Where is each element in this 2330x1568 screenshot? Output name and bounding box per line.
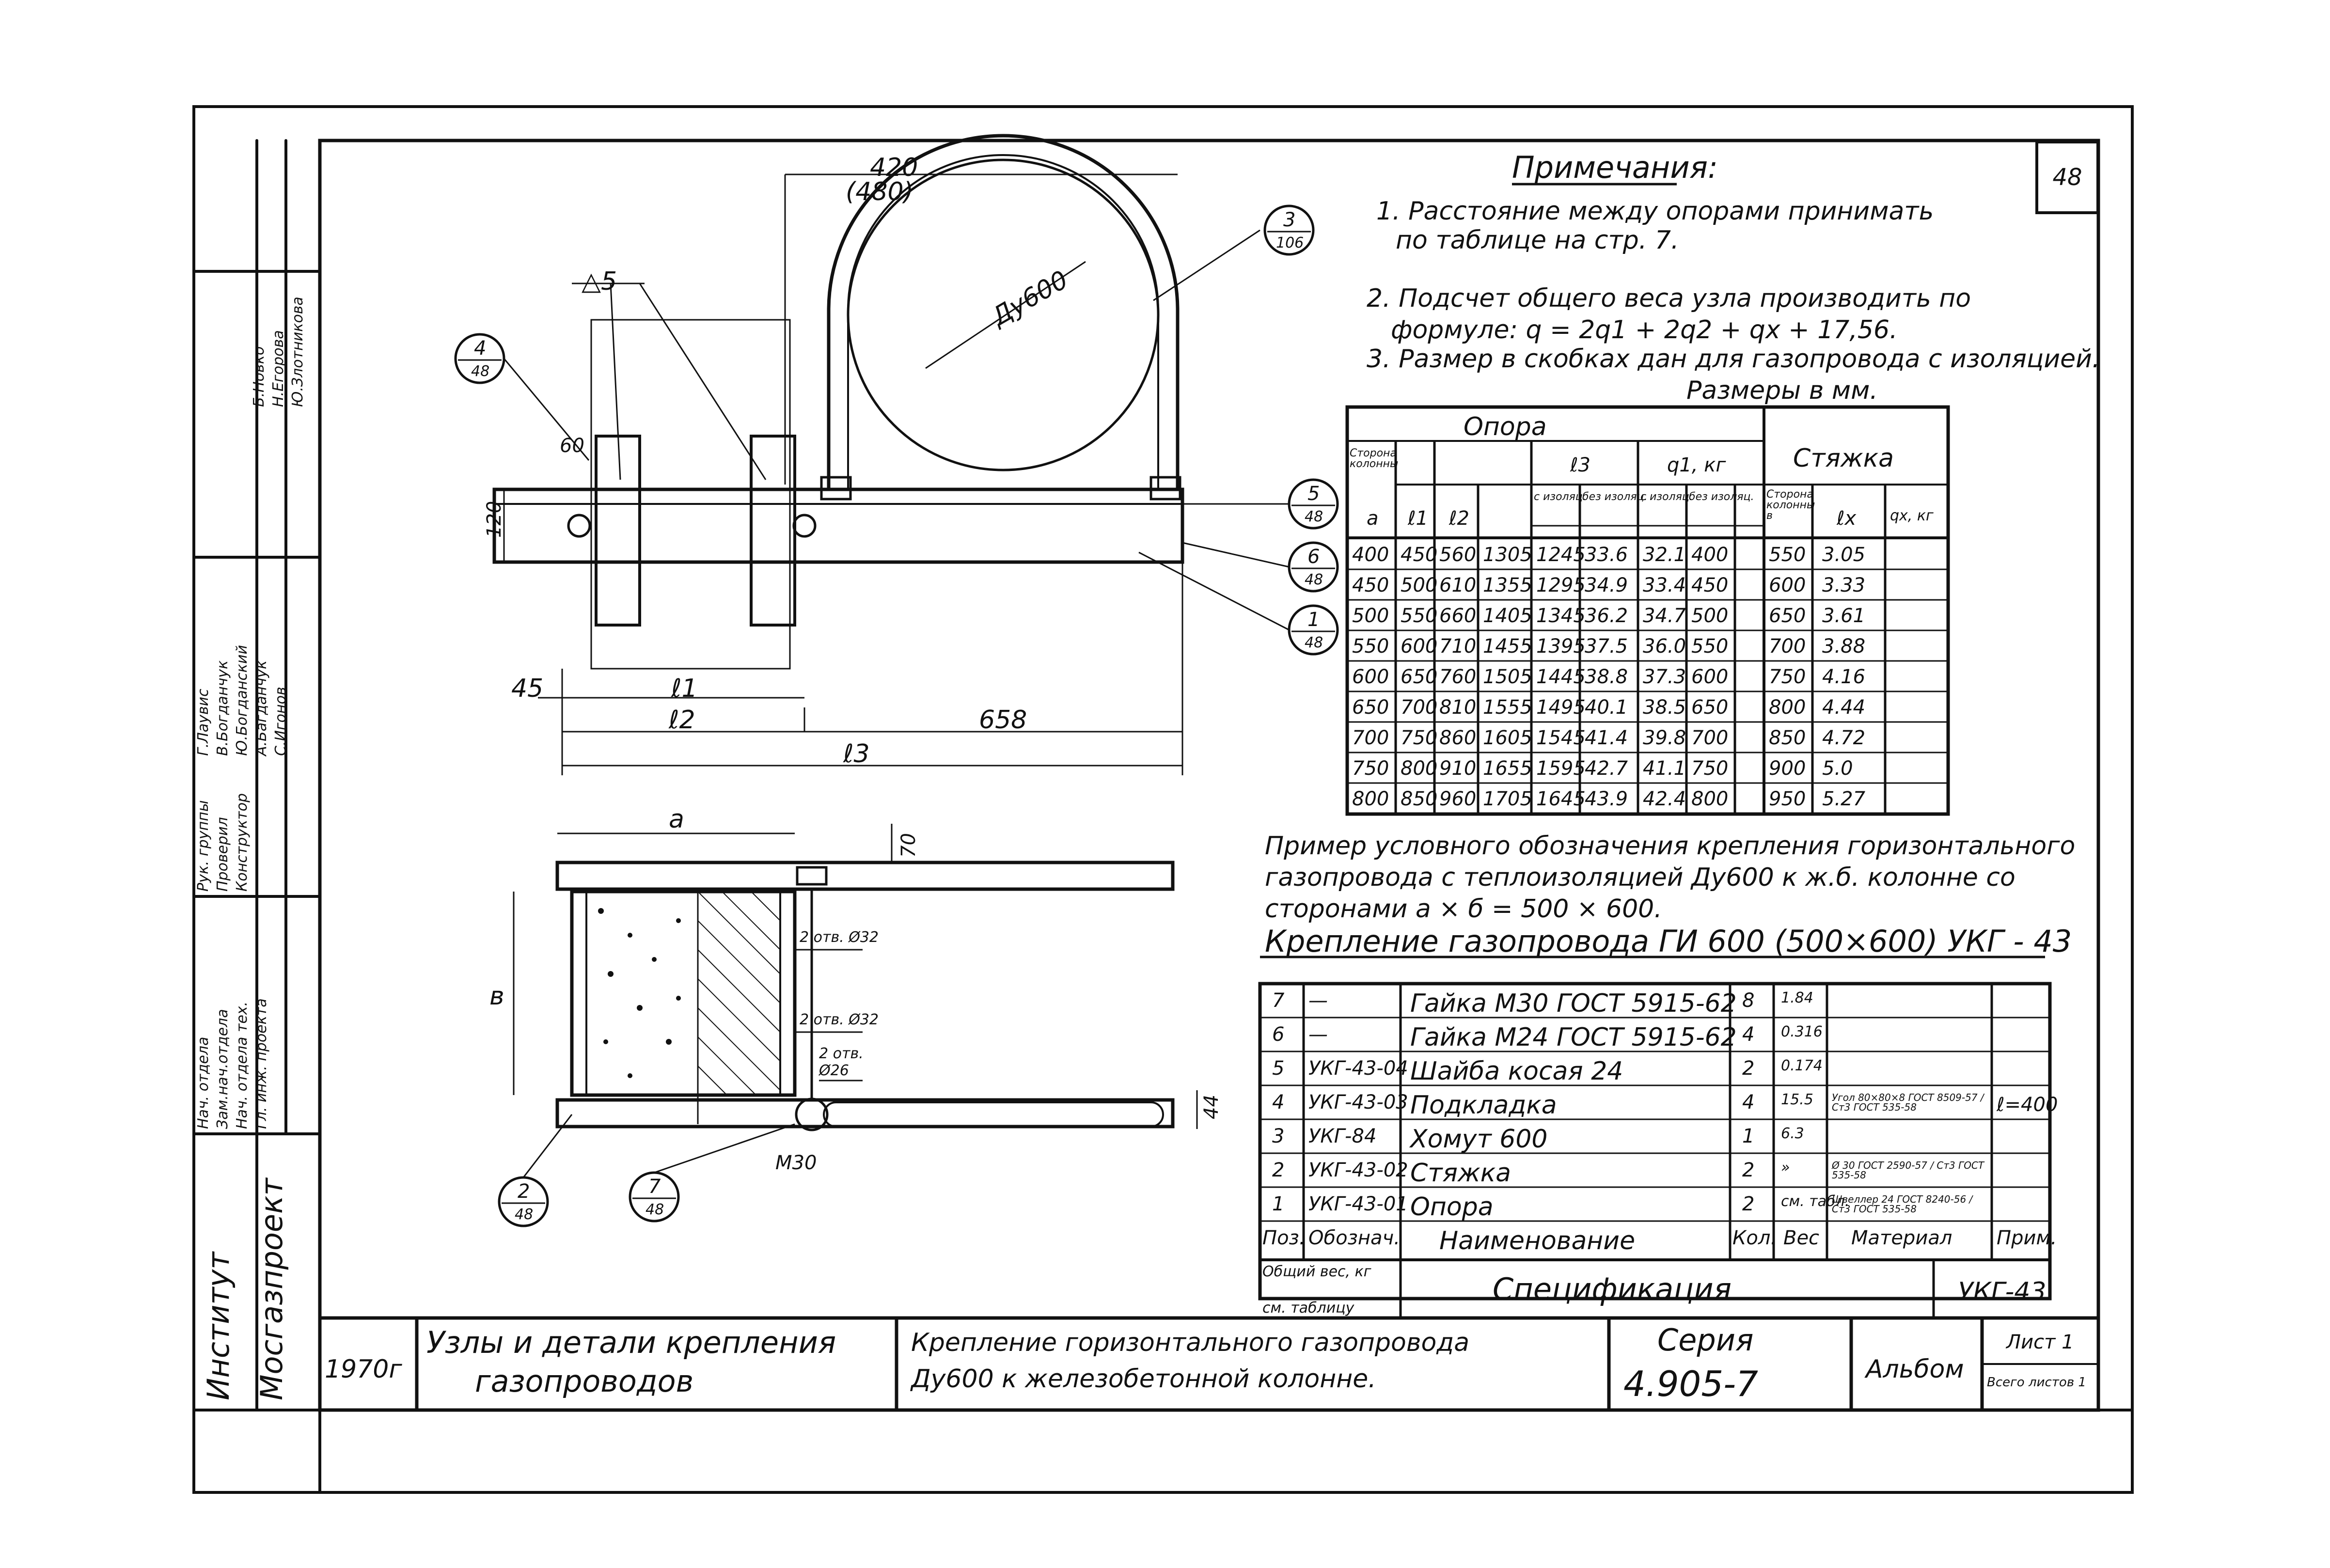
callout-3: 3	[1283, 209, 1296, 231]
spec-cell-material: Ø 30 ГОСТ 2590-57 / Ст3 ГОСТ 535-58	[1832, 1160, 1984, 1181]
dims-cell: 800	[1691, 788, 1729, 810]
dims-cell: 1445	[1536, 666, 1586, 688]
dims-cell: 400	[1352, 544, 1389, 566]
note-line-2: по таблице на стр. 7.	[1396, 226, 1679, 255]
dims-cell: 700	[1401, 696, 1438, 719]
example-line-1: Пример условного обозначения крепления горизонтального	[1265, 831, 2076, 861]
spec-cell-material: Швеллер 24 ГОСТ 8240-56 / Ст3 ГОСТ 535-58	[1832, 1193, 1973, 1215]
album-label: Альбом	[1866, 1355, 1964, 1384]
callout-2: 2	[518, 1180, 530, 1203]
spec-cell-pos: 2	[1272, 1159, 1285, 1181]
example-line-3: сторонами a × б = 500 × 600.	[1265, 894, 1662, 924]
sheet-title-2: Ду600 к железобетонной колонне.	[911, 1364, 1376, 1394]
dims-cell: 450	[1691, 574, 1729, 596]
dims-cell: 5.27	[1822, 788, 1866, 810]
notes-units: Размеры в мм.	[1686, 376, 1878, 405]
dims-cell: 1595	[1536, 757, 1586, 780]
callout-7: 7	[648, 1176, 661, 1198]
spec-cell-pos: 7	[1272, 989, 1285, 1012]
stamp-name-8: Ю.Злотникова	[289, 297, 306, 407]
spec-cell-weight: 6.3	[1781, 1125, 1804, 1142]
dims-cell: 810	[1439, 696, 1477, 719]
spec-cell-code: УКГ-84	[1308, 1125, 1377, 1147]
sheet-title-1: Крепление горизонтального газопровода	[911, 1328, 1470, 1357]
spec-note-row4: ℓ=400	[1997, 1094, 2058, 1116]
dim-420: 420	[870, 153, 918, 182]
dims-cell: 1705	[1483, 788, 1532, 810]
dims-cell: 1405	[1483, 605, 1532, 627]
dims-cell: 38.8	[1585, 666, 1628, 688]
dims-cell: 42.7	[1585, 757, 1628, 780]
spec-cell-weight: 15.5	[1781, 1091, 1813, 1108]
dims-cell: 1645	[1536, 788, 1586, 810]
dims-cell: 40.1	[1585, 696, 1628, 719]
spec-cell-name: Шайба косая 24	[1410, 1057, 1623, 1086]
spec-header-name: Наименование	[1439, 1226, 1636, 1255]
dim-l1: ℓ1	[671, 674, 698, 703]
dims-cell: 550	[1352, 635, 1389, 658]
spec-title: Спецификация	[1493, 1271, 1732, 1307]
callout-6-sheet: 48	[1305, 571, 1323, 588]
dims-cell: 1305	[1483, 544, 1532, 566]
dims-cell: 34.9	[1585, 574, 1628, 596]
spec-cell-pos: 5	[1272, 1057, 1285, 1080]
dims-cell: 43.9	[1585, 788, 1628, 810]
dims-cell: 1505	[1483, 666, 1532, 688]
spec-header-note: Прим.	[1997, 1227, 2057, 1249]
dims-cell: 36.0	[1643, 635, 1686, 658]
callout-7-sheet: 48	[645, 1201, 664, 1218]
dims-cell: 39.8	[1643, 727, 1686, 749]
spec-cell-code: —	[1308, 989, 1328, 1012]
dims-cell: 750	[1769, 666, 1806, 688]
dims-cell: 1345	[1536, 605, 1586, 627]
dims-cell: 1555	[1483, 696, 1532, 719]
dims-cell: 650	[1691, 696, 1729, 719]
hole-26-dia: Ø26	[819, 1062, 849, 1079]
title-year: 1970г	[325, 1355, 402, 1384]
callout-1: 1	[1307, 609, 1320, 631]
dims-cell: 850	[1401, 788, 1438, 810]
dims-cell: 1355	[1483, 574, 1532, 596]
stamp-role-5: Рук. группы	[195, 800, 212, 892]
spec-header-pos: Поз.	[1262, 1227, 1306, 1249]
spec-cell-pos: 6	[1272, 1023, 1285, 1046]
stamp-name-2: В.Богданчук	[214, 660, 231, 756]
dims-cell: 450	[1401, 544, 1438, 566]
spec-cell-name: Гайка М30 ГОСТ 5915-62	[1410, 989, 1737, 1018]
dims-cell: 38.5	[1643, 696, 1686, 719]
dims-cell: 1495	[1536, 696, 1586, 719]
dims-cell: 500	[1352, 605, 1389, 627]
dims-cell: 710	[1439, 635, 1477, 658]
spec-header-weight: Вес	[1783, 1227, 1820, 1249]
dims-cell: 37.5	[1585, 635, 1628, 658]
dims-cell: 3.88	[1822, 635, 1866, 658]
stamp-role-4: Гл. инж. проекта	[253, 998, 270, 1129]
spec-cell-name: Хомут 600	[1410, 1125, 1548, 1154]
dims-cell: 700	[1769, 635, 1806, 658]
callout-4-sheet: 48	[471, 363, 490, 380]
dims-cell: 550	[1769, 544, 1806, 566]
spec-cell-qty: 8	[1742, 989, 1755, 1012]
dim-70: 70	[897, 833, 920, 858]
table-col-l1: ℓ1	[1408, 507, 1428, 530]
callout-4: 4	[474, 337, 487, 360]
series-label: Серия	[1657, 1322, 1754, 1358]
dims-cell: 3.61	[1822, 605, 1866, 627]
institute-line-2: Мосгазпроект	[254, 1178, 289, 1400]
dims-cell: 1245	[1536, 544, 1586, 566]
dim-b: в	[489, 982, 504, 1011]
dims-cell: 4.16	[1822, 666, 1866, 688]
callout-6: 6	[1307, 546, 1320, 568]
spec-cell-weight: см. табл.	[1781, 1193, 1850, 1210]
spec-code: УКГ-43	[1958, 1277, 2047, 1306]
table-col-l3-with: с изоляц.	[1534, 491, 1586, 503]
stamp-name-7: Н.Егорова	[270, 330, 287, 407]
dims-cell: 760	[1439, 666, 1477, 688]
dims-cell: 860	[1439, 727, 1477, 749]
institute-line-1: Институт	[201, 1252, 236, 1400]
dims-cell: 600	[1691, 666, 1729, 688]
dims-cell: 42.4	[1643, 788, 1686, 810]
bolt-m30: М30	[775, 1152, 817, 1174]
dims-cell: 33.4	[1643, 574, 1686, 596]
spec-cell-qty: 2	[1742, 1159, 1755, 1181]
example-line-2: газопровода с теплоизоляцией Ду600 к ж.б. колонне со	[1265, 863, 2015, 892]
dims-cell: 4.44	[1822, 696, 1866, 719]
dims-cell: 41.4	[1585, 727, 1628, 749]
table-sub-q: q1, кг	[1667, 454, 1726, 476]
spec-cell-name: Гайка М24 ГОСТ 5915-62	[1410, 1023, 1737, 1052]
dims-cell: 600	[1401, 635, 1438, 658]
dims-cell: 650	[1352, 696, 1389, 719]
stamp-role-1: Нач. отдела	[195, 1036, 212, 1129]
table-col-b: Сторона колонны в	[1766, 488, 1815, 522]
dims-cell: 650	[1401, 666, 1438, 688]
sheets-total: Всего листов 1	[1987, 1375, 2086, 1390]
dims-cell: 800	[1401, 757, 1438, 780]
callout-5-sheet: 48	[1305, 508, 1323, 525]
dims-cell: 600	[1352, 666, 1389, 688]
spec-cell-code: УКГ-43-02	[1308, 1159, 1408, 1181]
dims-cell: 4.72	[1822, 727, 1866, 749]
weld-symbol: △5	[582, 267, 617, 296]
note-line-3: 2. Подсчет общего веса узла производить по	[1367, 284, 1971, 313]
note-line-5: 3. Размер в скобках дан для газопровода с изоляцией.	[1367, 345, 2100, 374]
spec-cell-pos: 4	[1272, 1091, 1285, 1113]
dims-cell: 550	[1691, 635, 1729, 658]
table-group-opora: Опора	[1464, 412, 1547, 441]
dim-l2: ℓ2	[669, 706, 695, 735]
spec-cell-weight: 0.316	[1781, 1023, 1823, 1040]
stamp-name-4: А.Багданчук	[253, 660, 270, 756]
callout-2-sheet: 48	[515, 1206, 534, 1223]
callout-5: 5	[1307, 483, 1320, 505]
dims-cell: 950	[1769, 788, 1806, 810]
spec-cell-qty: 2	[1742, 1057, 1755, 1080]
spec-cell-pos: 3	[1272, 1125, 1285, 1147]
table-group-styazhka: Стяжка	[1793, 444, 1894, 473]
table-col-qx: qх, кг	[1890, 507, 1934, 524]
spec-cell-qty: 2	[1742, 1193, 1755, 1215]
stamp-name-5: С.Игонов	[272, 687, 289, 756]
dims-cell: 3.05	[1822, 544, 1866, 566]
table-col-l2: ℓ2	[1449, 507, 1469, 530]
spec-cell-material: Угол 80×80×8 ГОСТ 8509-57 / Ст3 ГОСТ 535-58	[1832, 1092, 1984, 1113]
dims-cell: 550	[1401, 605, 1438, 627]
stamp-role-3: Нач. отдела тех.	[234, 1001, 251, 1129]
stamp-name-6: Б.Новко	[251, 346, 268, 407]
dims-cell: 450	[1352, 574, 1389, 596]
spec-cell-name: Стяжка	[1410, 1159, 1511, 1188]
spec-cell-qty: 1	[1742, 1125, 1755, 1147]
spec-cell-code: УКГ-43-01	[1308, 1193, 1408, 1215]
dims-cell: 560	[1439, 544, 1477, 566]
dims-cell: 850	[1769, 727, 1806, 749]
note-line-4: формуле: q = 2q1 + 2q2 + qx + 17,56.	[1391, 315, 1898, 345]
dims-cell: 750	[1401, 727, 1438, 749]
dims-cell: 3.33	[1822, 574, 1866, 596]
dim-120: 120	[483, 501, 505, 538]
spec-header-material: Материал	[1851, 1227, 1952, 1249]
album-title-2: газопроводов	[475, 1364, 694, 1399]
table-col-a: a	[1367, 507, 1379, 530]
dims-cell: 1545	[1536, 727, 1586, 749]
spec-cell-weight: 1.84	[1781, 989, 1813, 1006]
dims-cell: 900	[1769, 757, 1806, 780]
dims-cell: 800	[1352, 788, 1389, 810]
dims-cell: 32.1	[1643, 544, 1686, 566]
table-col-side: Сторона колонны	[1350, 447, 1399, 470]
spec-cell-qty: 4	[1742, 1091, 1755, 1113]
dims-cell: 1395	[1536, 635, 1586, 658]
dims-cell: 700	[1352, 727, 1389, 749]
spec-cell-pos: 1	[1272, 1193, 1285, 1215]
dims-cell: 650	[1769, 605, 1806, 627]
dims-cell: 910	[1439, 757, 1477, 780]
dim-a: a	[669, 805, 684, 834]
stamp-name-1: Г.Лаувис	[195, 689, 212, 756]
stamp-role-6: Проверил	[214, 817, 231, 892]
spec-total-weight: Общий вес, кг	[1262, 1263, 1371, 1280]
dim-658: 658	[979, 706, 1027, 735]
dims-cell: 37.3	[1643, 666, 1686, 688]
dims-cell: 41.1	[1643, 757, 1686, 780]
dim-l3: ℓ3	[843, 739, 870, 768]
table-col-lx: ℓх	[1837, 507, 1857, 530]
hole-32-bottom: 2 отв. Ø32	[800, 1011, 879, 1028]
dims-cell: 500	[1691, 605, 1729, 627]
dims-cell: 750	[1352, 757, 1389, 780]
stamp-name-3: Ю.Богданский	[234, 645, 251, 756]
dims-cell: 33.6	[1585, 544, 1628, 566]
spec-header-code: Обознач.	[1308, 1227, 1400, 1249]
dims-cell: 600	[1769, 574, 1806, 596]
dims-cell: 500	[1401, 574, 1438, 596]
dims-cell: 1295	[1536, 574, 1586, 596]
spec-cell-code: УКГ-43-03	[1308, 1091, 1408, 1113]
note-line-1: 1. Расстояние между опорами принимать	[1376, 197, 1934, 226]
dims-cell: 400	[1691, 544, 1729, 566]
spec-cell-name: Опора	[1410, 1192, 1494, 1222]
spec-cell-name: Подкладка	[1410, 1091, 1557, 1120]
table-col-l3-without: без изоляц.	[1582, 491, 1648, 503]
callout-3-sheet: 106	[1276, 235, 1304, 251]
dims-cell: 1605	[1483, 727, 1532, 749]
dims-cell: 750	[1691, 757, 1729, 780]
dims-cell: 5.0	[1822, 757, 1853, 780]
dim-44: 44	[1200, 1095, 1223, 1119]
series-value: 4.905-7	[1623, 1364, 1758, 1404]
stamp-role-2: Зам.нач.отдела	[214, 1009, 231, 1129]
dims-cell: 800	[1769, 696, 1806, 719]
sheet-number: 48	[2035, 141, 2099, 214]
dims-cell: 660	[1439, 605, 1477, 627]
callout-1-sheet: 48	[1305, 634, 1323, 651]
album-title-1: Узлы и детали крепления	[426, 1325, 836, 1360]
dims-cell: 34.7	[1643, 605, 1686, 627]
dim-du600: Ду600	[987, 265, 1073, 332]
table-col-q-with: с изоляц.	[1640, 491, 1693, 503]
spec-cell-weight: »	[1781, 1159, 1790, 1176]
hole-32-top: 2 отв. Ø32	[800, 929, 879, 946]
spec-total-value: см. таблицу	[1262, 1300, 1354, 1317]
dims-cell: 610	[1439, 574, 1477, 596]
example-designation: Крепление газопровода ГИ 600 (500×600) УКГ - 43	[1265, 924, 2072, 959]
dim-60: 60	[560, 435, 584, 457]
dims-cell: 960	[1439, 788, 1477, 810]
dim-480: (480)	[846, 177, 913, 206]
stamp-role-7: Конструктор	[234, 793, 251, 892]
spec-cell-qty: 4	[1742, 1023, 1755, 1046]
dims-cell: 1455	[1483, 635, 1532, 658]
spec-cell-code: —	[1308, 1023, 1328, 1046]
table-sub-l3: ℓ3	[1570, 454, 1590, 476]
dims-cell: 1655	[1483, 757, 1532, 780]
sheet-label: Лист 1	[2006, 1331, 2074, 1353]
notes-title: Примечания:	[1512, 150, 1718, 185]
dims-cell: 700	[1691, 727, 1729, 749]
table-col-q-without: без изоляц.	[1689, 491, 1754, 503]
dims-cell: 36.2	[1585, 605, 1628, 627]
spec-cell-code: УКГ-43-04	[1308, 1057, 1408, 1080]
spec-cell-weight: 0.174	[1781, 1057, 1823, 1074]
spec-header-qty: Кол.	[1732, 1227, 1777, 1249]
hole-26-count: 2 отв.	[819, 1045, 864, 1062]
dim-45: 45	[511, 674, 544, 703]
